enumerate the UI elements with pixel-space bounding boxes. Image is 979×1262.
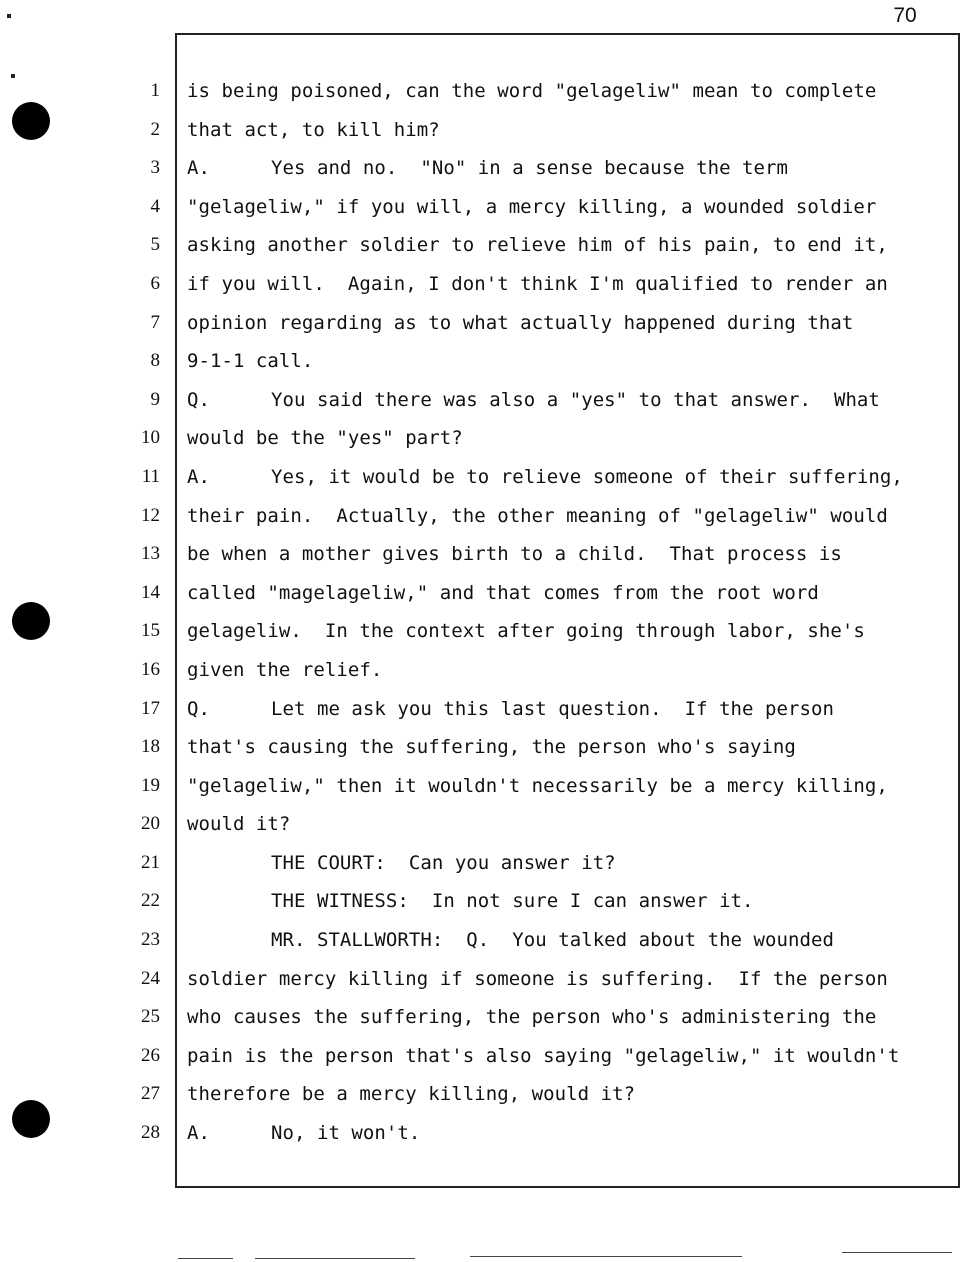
transcript-line xyxy=(187,535,947,574)
line-number: 14 xyxy=(141,581,160,603)
line-text: Let me ask you this last question. If the person xyxy=(271,697,834,720)
line-text: would it? xyxy=(187,813,291,836)
footer-rule xyxy=(470,1256,742,1257)
line-text: Yes, it would be to relieve someone of their suffering, xyxy=(271,465,903,488)
line-number: 19 xyxy=(141,774,160,796)
transcript-line xyxy=(187,72,947,111)
line-number: 24 xyxy=(141,967,160,989)
line-number: 18 xyxy=(141,736,160,758)
footer-rule xyxy=(178,1258,233,1259)
transcript-line xyxy=(187,651,947,690)
line-number: 26 xyxy=(141,1044,160,1066)
transcript-line xyxy=(187,342,947,381)
line-number: 21 xyxy=(141,851,160,873)
line-text: asking another soldier to relieve him of his pain, to end it, xyxy=(187,234,888,257)
speaker-marker: A. xyxy=(187,157,210,180)
line-number: 8 xyxy=(150,350,160,372)
line-text: be when a mother gives birth to a child. That process is xyxy=(187,543,842,566)
transcript-line xyxy=(187,1075,947,1114)
footer-rule xyxy=(842,1252,952,1253)
line-number: 20 xyxy=(141,813,160,835)
line-number: 13 xyxy=(141,543,160,565)
transcript-line xyxy=(187,381,947,420)
line-number: 17 xyxy=(141,697,160,719)
transcript-line xyxy=(187,805,947,844)
transcript-line xyxy=(187,921,947,960)
line-text: Yes and no. "No" in a sense because the term xyxy=(271,157,789,180)
transcript-line xyxy=(187,960,947,999)
line-number: 2 xyxy=(150,118,160,140)
line-text: 9-1-1 call. xyxy=(187,350,314,373)
line-number: 28 xyxy=(141,1122,160,1144)
line-text: soldier mercy killing if someone is suffering. If the person xyxy=(187,967,888,990)
line-number: 7 xyxy=(150,311,160,333)
scan-mark-icon xyxy=(11,74,15,78)
speaker-marker xyxy=(187,882,271,921)
transcript-text xyxy=(187,72,947,1153)
binder-hole-icon xyxy=(12,102,50,140)
speaker-marker: A. xyxy=(187,465,210,488)
transcript-line xyxy=(187,690,947,729)
transcript-line xyxy=(187,767,947,806)
line-text: that's causing the suffering, the person who's saying xyxy=(187,736,796,759)
transcript-line xyxy=(187,844,947,883)
line-number: 9 xyxy=(150,388,160,410)
line-text: MR. STALLWORTH: Q. You talked about the wounded xyxy=(271,929,834,952)
scan-mark-icon xyxy=(7,14,11,18)
line-text: if you will. Again, I don't think I'm qualified to render an xyxy=(187,272,888,295)
transcript-line xyxy=(187,149,947,188)
line-text: their pain. Actually, the other meaning of "gelageliw" would xyxy=(187,504,888,527)
transcript-line xyxy=(187,419,947,458)
transcript-line xyxy=(187,1037,947,1076)
speaker-marker: A. xyxy=(187,1122,210,1145)
line-text: that act, to kill him? xyxy=(187,118,440,141)
line-number-column xyxy=(120,72,160,1153)
binder-hole-icon xyxy=(12,1100,50,1138)
line-number: 10 xyxy=(141,427,160,449)
line-text: therefore be a mercy killing, would it? xyxy=(187,1083,636,1106)
line-text: No, it won't. xyxy=(271,1122,421,1145)
transcript-line xyxy=(187,226,947,265)
binder-hole-icon xyxy=(12,602,50,640)
page-number: 70 xyxy=(893,4,917,27)
transcript-line xyxy=(187,998,947,1037)
transcript-line xyxy=(187,1114,947,1153)
line-text: pain is the person that's also saying "gelageliw," it wouldn't xyxy=(187,1044,900,1067)
transcript-line xyxy=(187,111,947,150)
line-text: called "magelageliw," and that comes from the root word xyxy=(187,581,819,604)
line-text: THE WITNESS: In not sure I can answer it. xyxy=(271,890,754,913)
transcript-line xyxy=(187,612,947,651)
line-text: "gelageliw," if you will, a mercy killing, a wounded soldier xyxy=(187,195,877,218)
speaker-marker: Q. xyxy=(187,697,210,720)
line-number: 5 xyxy=(150,234,160,256)
line-number: 3 xyxy=(150,157,160,179)
line-text: would be the "yes" part? xyxy=(187,427,463,450)
transcript-line xyxy=(187,497,947,536)
line-number: 1 xyxy=(150,80,160,101)
transcript-line xyxy=(187,265,947,304)
line-number: 25 xyxy=(141,1006,160,1028)
line-number: 27 xyxy=(141,1083,160,1105)
line-number: 16 xyxy=(141,658,160,680)
line-text: gelageliw. In the context after going through labor, she's xyxy=(187,620,865,643)
line-number: 6 xyxy=(150,272,160,294)
line-text: is being poisoned, can the word "gelageliw" mean to complete xyxy=(187,80,877,102)
line-number: 12 xyxy=(141,504,160,526)
transcript-line xyxy=(187,188,947,227)
line-number: 23 xyxy=(141,929,160,951)
line-text: "gelageliw," then it wouldn't necessarily be a mercy killing, xyxy=(187,774,888,797)
line-text: who causes the suffering, the person who's administering the xyxy=(187,1006,877,1029)
speaker-marker xyxy=(187,921,271,960)
footer-rule xyxy=(255,1258,415,1259)
transcript-line xyxy=(187,304,947,343)
line-number: 15 xyxy=(141,620,160,642)
line-text: given the relief. xyxy=(187,658,383,681)
transcript-line xyxy=(187,728,947,767)
line-number: 11 xyxy=(141,465,160,487)
speaker-marker: Q. xyxy=(187,388,210,411)
line-text: THE COURT: Can you answer it? xyxy=(271,851,616,874)
transcript-line xyxy=(187,882,947,921)
transcript-line xyxy=(187,574,947,613)
line-number: 4 xyxy=(150,195,160,217)
line-text: You said there was also a "yes" to that answer. What xyxy=(271,388,880,411)
line-number: 22 xyxy=(141,890,160,912)
speaker-marker xyxy=(187,844,271,883)
transcript-line xyxy=(187,458,947,497)
line-text: opinion regarding as to what actually happened during that xyxy=(187,311,854,334)
